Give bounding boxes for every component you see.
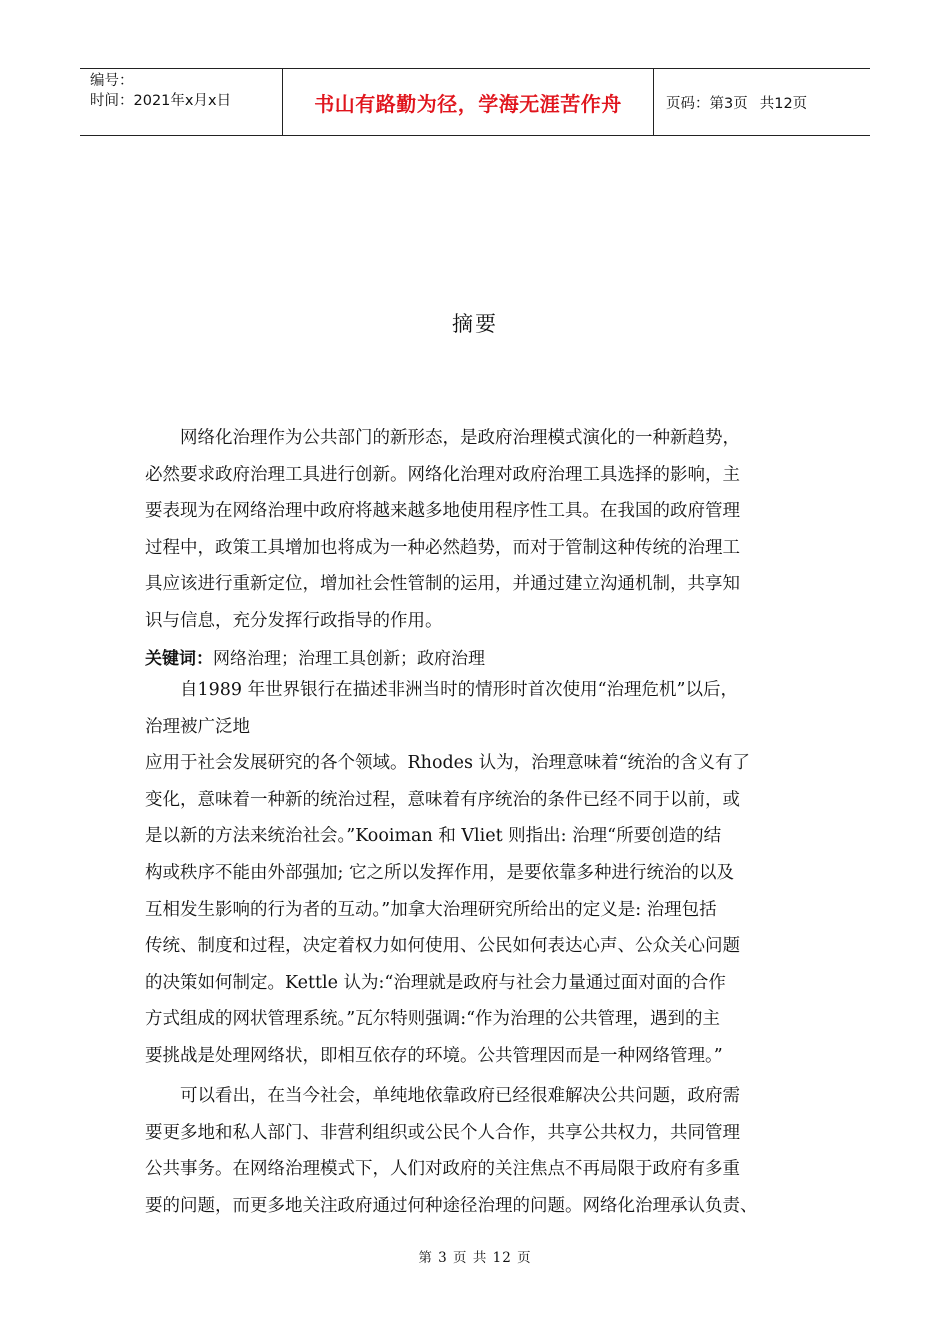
text-line: 可以看出，在当今社会，单纯地依靠政府已经很难解决公共问题，政府需 [145,1086,740,1106]
page-header [80,68,870,136]
text-line: 公共事务。在网络治理模式下，人们对政府的关注焦点不再局限于政府有多重 [145,1159,740,1180]
text-line: 要的问题，而更多地关注政府通过何种途径治理的问题。网络化治理承认负责、 [145,1195,758,1216]
text-line: 的决策如何制定。Kettle 认为:“治理就是政府与社会力量通过面对面的合作 [145,972,726,993]
body-paragraph-2 [145,1078,805,1224]
text-line: 必然要求政府治理工具进行创新。网络化治理对政府治理工具选择的影响，主 [145,464,740,485]
text-line: 传统、制度和过程，决定着权力如何使用、公民如何表达心声、公众关心问题 [145,936,740,957]
text-line: 过程中，政策工具增加也将成为一种必然趋势，而对于管制这种传统的治理工 [145,537,740,558]
text-line: 具应该进行重新定位，增加社会性管制的运用，并通过建立沟通机制，共享知 [145,574,740,595]
header-meta [80,69,282,135]
keywords-text: 网络治理；治理工具创新；政府治理 [213,649,485,669]
serial-label: 编号： [90,73,134,89]
text-line: 网络化治理作为公共部门的新形态，是政府治理模式演化的一种新趋势， [145,428,740,448]
text-line: 变化，意味着一种新的统治过程，意味着有序统治的条件已经不同于以前，或 [145,789,740,810]
text-line: 是以新的方法来统治社会。”Kooiman 和 Vliet 则指出: 治理“所要创造的结 [145,826,722,847]
text-line: 要挑战是处理网络状，即相互依存的环境。公共管理因而是一种网络管理。” [145,1045,723,1066]
time-label: 时间：2021年x月x日 [90,93,232,109]
keywords [145,646,805,672]
header-page-code [654,69,870,135]
text-line: 治理被广泛地 [145,716,250,737]
page-footer: 第 3 页 共 12 页 [418,1250,532,1266]
keywords-label: 关键词： [145,649,213,669]
text-line: 识与信息，充分发挥行政指导的作用。 [145,610,443,631]
text-line: 要表现为在网络治理中政府将越来越多地使用程序性工具。在我国的政府管理 [145,501,740,522]
page-title: 摘要 [452,312,498,336]
abstract-paragraph [145,420,805,640]
text-line: 要更多地和私人部门、非营利组织或公民个人合作，共享公共权力，共同管理 [145,1122,740,1143]
header-motto: 书山有路勤为径，学海无涯苦作舟 [282,69,654,135]
text-line: 方式组成的网状管理系统。”瓦尔特则强调:“作为治理的公共管理，遇到的主 [145,1009,721,1030]
body-paragraph-1 [145,672,805,1075]
text-line: 互相发生影响的行为者的互动。”加拿大治理研究所给出的定义是: 治理包括 [145,899,717,920]
page-code-right: 共12页 [759,95,808,112]
text-line: 应用于社会发展研究的各个领域。Rhodes 认为，治理意味着“统治的含义有了 [145,753,751,774]
text-line: 自1989 年世界银行在描述非洲当时的情形时首次使用“治理危机”以后， [145,680,738,700]
text-line: 构或秩序不能由外部强加; 它之所以发挥作用，是要依靠多种进行统治的以及 [145,862,734,883]
page-code-left: 页码：第3页 [666,95,748,112]
